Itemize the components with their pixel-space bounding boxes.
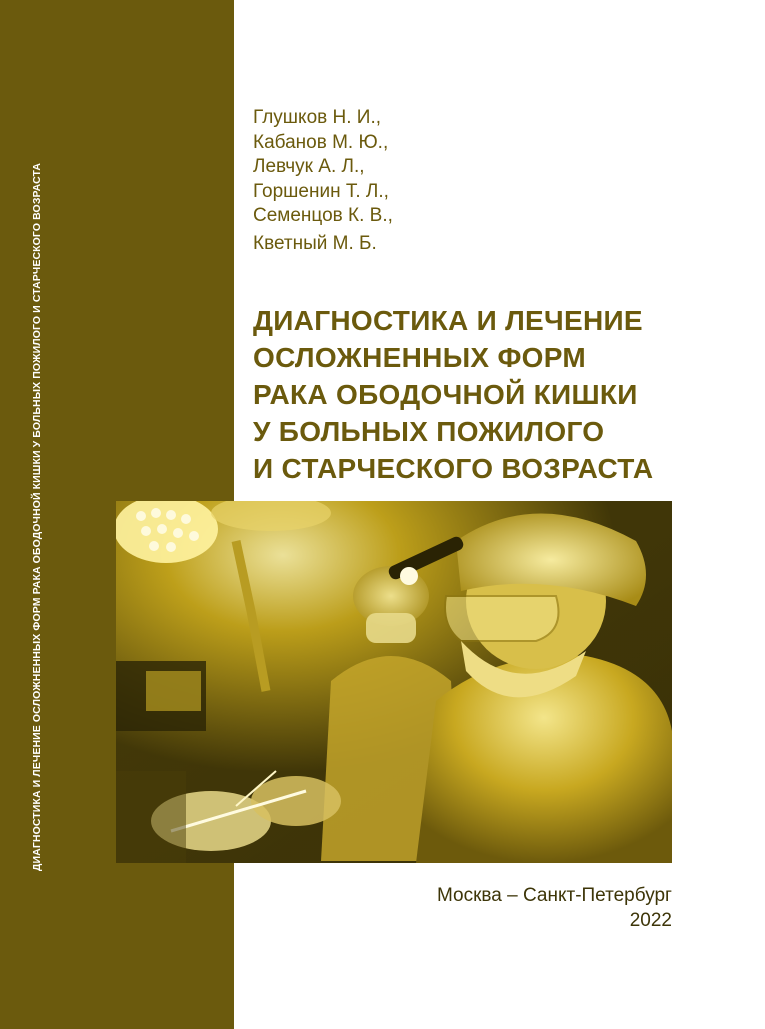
author-name: Кабанов М. Ю.,: [253, 131, 389, 153]
cover-photo-surgeons: [116, 501, 672, 863]
title-line: И СТАРЧЕСКОГО ВОЗРАСТА: [253, 453, 654, 484]
author-name: Семенцов К. В.,: [253, 205, 393, 226]
author-name: Кветный М. Б.: [253, 232, 377, 254]
publisher-info: [437, 883, 672, 933]
title-line: ДИАГНОСТИКА И ЛЕЧЕНИЕ: [253, 305, 643, 336]
book-title: [253, 302, 653, 487]
title-line: У БОЛЬНЫХ ПОЖИЛОГО: [253, 416, 605, 447]
publisher-year: 2022: [629, 910, 672, 931]
author-name: Глушков Н. И.,: [253, 107, 382, 128]
author-name: Левчук А. Л.,: [253, 156, 365, 177]
publisher-city: Москва – Санкт-Петербург: [436, 885, 672, 906]
title-line: ОСЛОЖНЕННЫХ ФОРМ: [253, 342, 586, 373]
author-list: [253, 106, 393, 256]
spine-title: ДИАГНОСТИКА И ЛЕЧЕНИЕ ОСЛОЖНЕННЫХ ФОРМ РАКА ОБОДОЧНОЙ КИШКИ У БОЛЬНЫХ ПОЖИЛОГО И СТАРЧЕСКОГО ВОЗРАСТА: [31, 162, 43, 872]
author-name: Горшенин Т. Л.,: [253, 180, 389, 202]
title-line: РАКА ОБОДОЧНОЙ КИШКИ: [253, 379, 638, 410]
